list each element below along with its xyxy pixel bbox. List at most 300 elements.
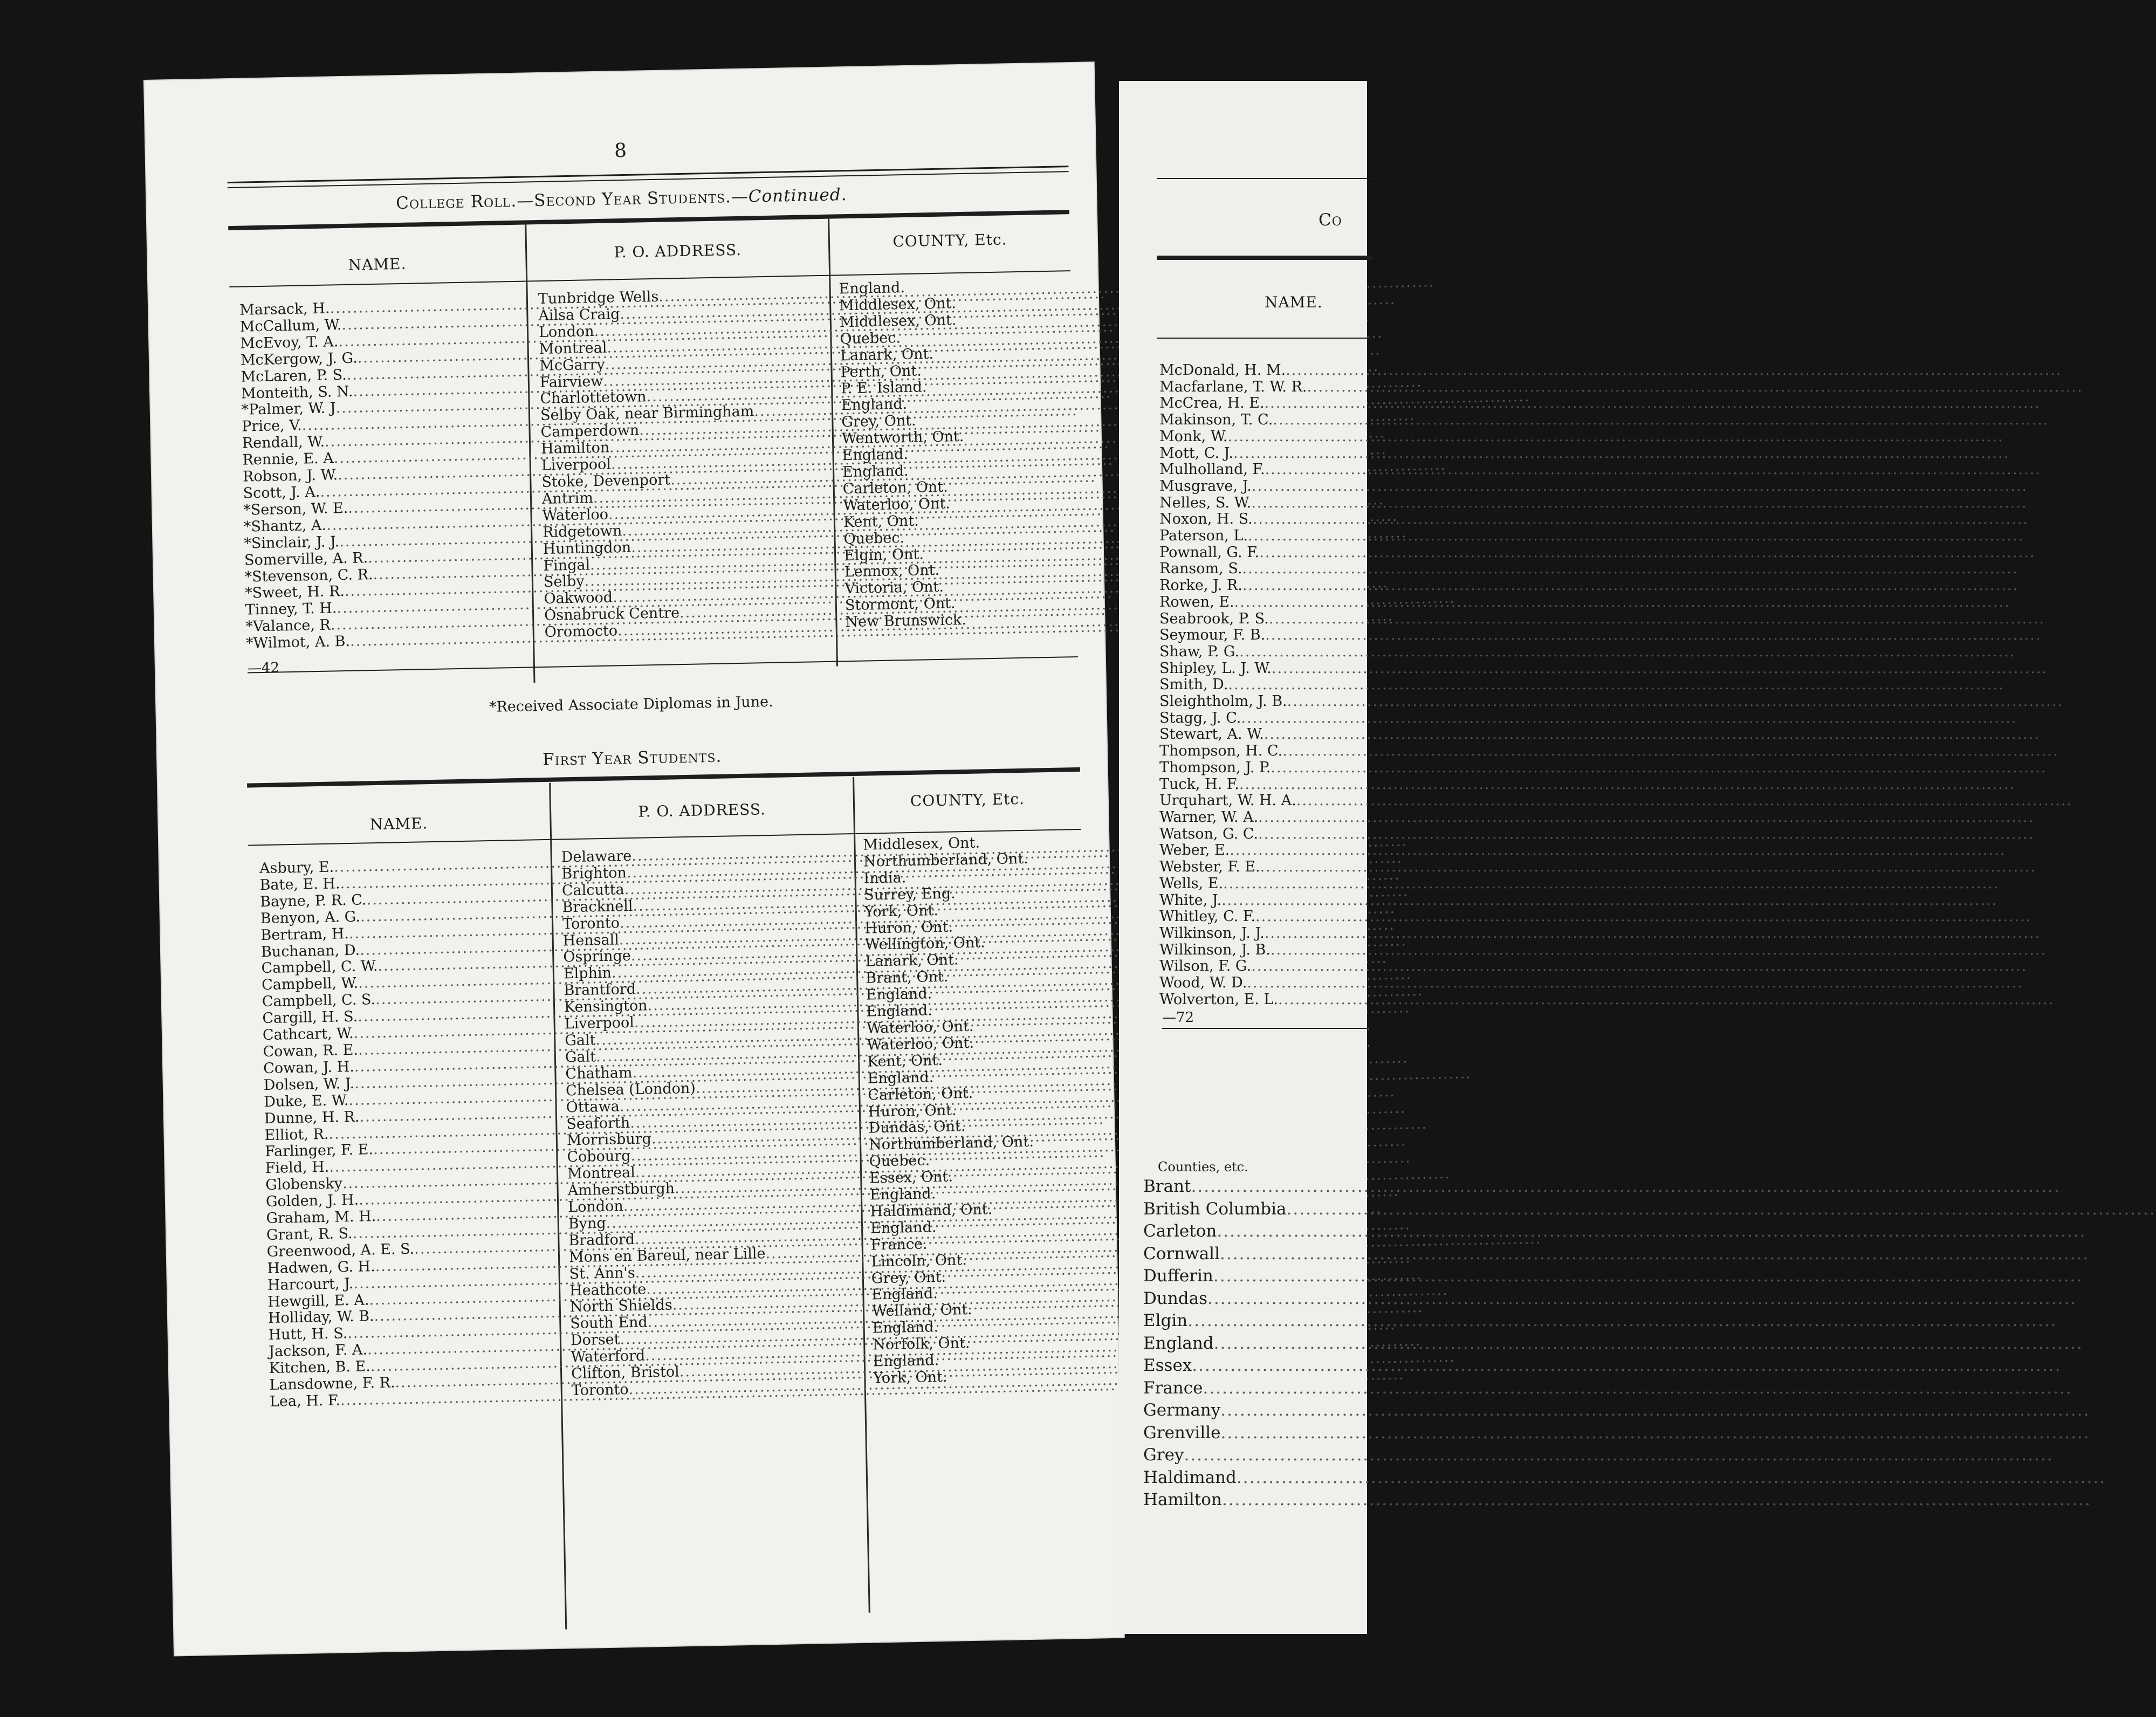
leader-dots bbox=[1237, 1467, 2106, 1489]
student-county-text: Lanark, Ont. bbox=[840, 345, 934, 364]
student-name-text: Globensky bbox=[265, 1175, 343, 1194]
student-name-text: Campbell, W. bbox=[261, 975, 359, 994]
student-address-text: Morrisburg bbox=[566, 1130, 652, 1149]
student-name-text: Wilkinson, J. J. bbox=[1159, 924, 1265, 942]
student-name-text: Lea, H. F. bbox=[269, 1392, 341, 1410]
student-county-text: Kent, Ont. bbox=[843, 512, 919, 531]
student-address-text: Waterloo bbox=[542, 506, 609, 524]
county-entry-text: Cornwall bbox=[1143, 1244, 1220, 1263]
student-name-text: Elliot, R. bbox=[264, 1125, 329, 1144]
student-county-text: Wellington, Ont. bbox=[864, 934, 986, 954]
right-title-fragment: Co bbox=[1319, 210, 1342, 230]
student-name-text: *Valance, R bbox=[245, 616, 331, 635]
leader-dots bbox=[1258, 826, 2034, 843]
county-entry bbox=[1143, 1310, 1348, 1333]
student-address-text: Ospringe bbox=[563, 947, 631, 966]
student-name bbox=[1159, 545, 1354, 561]
student-name-text: Weber, E. bbox=[1159, 842, 1230, 859]
leader-dots bbox=[1239, 777, 2015, 793]
first-year-header-name: NAME. bbox=[369, 814, 428, 834]
student-address-text: Brighton bbox=[561, 864, 627, 883]
student-name-text: Harcourt, J. bbox=[267, 1275, 354, 1294]
student-county-text: York, Ont. bbox=[873, 1368, 947, 1387]
student-address-text: Ailsa Craig bbox=[538, 306, 620, 324]
student-name-text: Marsack, H. bbox=[239, 300, 330, 319]
student-name-text: Webster, F. E. bbox=[1159, 858, 1260, 876]
student-county-text: Grey, Ont. bbox=[871, 1268, 946, 1287]
student-address-text: Liverpool bbox=[541, 456, 612, 475]
leader-dots bbox=[1251, 958, 2027, 975]
student-address-text: Chelsea (London) bbox=[565, 1080, 696, 1100]
student-name-text: Duke, E. W. bbox=[264, 1091, 349, 1110]
student-county-text: Middlesex, Ont. bbox=[863, 834, 980, 854]
student-address-text: Selby Oak, near Birmingham bbox=[540, 403, 754, 424]
student-address-text: South End bbox=[570, 1314, 648, 1333]
student-name-text: Kitchen, B. E. bbox=[269, 1358, 371, 1377]
student-address-text: Huntingdon bbox=[543, 539, 631, 558]
student-address-text: Liverpool bbox=[564, 1014, 635, 1033]
student-name-text: Tuck, H. F. bbox=[1159, 775, 1239, 793]
counties-list bbox=[1143, 1176, 1348, 1512]
county-entry-text: Haldimand bbox=[1143, 1467, 1237, 1487]
leader-dots bbox=[1187, 1310, 2057, 1333]
county-entry bbox=[1143, 1198, 1348, 1221]
student-county-text: Norfolk, Ont. bbox=[872, 1335, 970, 1354]
county-entry bbox=[1143, 1243, 1348, 1266]
leader-dots bbox=[1259, 545, 2035, 561]
leader-dots bbox=[1192, 1355, 2061, 1377]
county-entry-text: Essex bbox=[1143, 1356, 1192, 1375]
student-name-text: *Serson, W. E. bbox=[243, 499, 348, 519]
student-county-text: Middlesex, Ont. bbox=[839, 311, 957, 331]
student-name-text: Monteith, S. N. bbox=[241, 383, 353, 402]
county-entry-text: Grenville bbox=[1143, 1423, 1221, 1443]
student-name bbox=[1159, 395, 1354, 412]
county-entry bbox=[1143, 1444, 1348, 1467]
student-name-text: Thompson, J. P. bbox=[1159, 759, 1271, 776]
leader-dots bbox=[1282, 743, 2058, 760]
leader-dots bbox=[1251, 495, 2027, 512]
student-name bbox=[1159, 462, 1354, 478]
student-address-text: London bbox=[567, 1198, 624, 1216]
student-name bbox=[1159, 693, 1354, 710]
student-name bbox=[1159, 942, 1354, 959]
student-name-text: Watson, G. C. bbox=[1159, 825, 1259, 842]
leader-dots bbox=[1247, 975, 2023, 992]
first-year-county-column bbox=[863, 833, 1092, 1387]
leader-dots bbox=[1307, 379, 2083, 396]
student-county-text: England. bbox=[869, 1185, 936, 1204]
student-name-text: Robson, J. W. bbox=[242, 466, 338, 485]
student-name bbox=[1159, 445, 1354, 462]
county-entry bbox=[1143, 1489, 1348, 1512]
student-name-text: *Palmer, W. J bbox=[241, 400, 336, 419]
student-name-text: McKergow, J. G. bbox=[240, 349, 358, 369]
student-name bbox=[1159, 793, 1354, 809]
student-name-text: McDonald, H. M. bbox=[1159, 362, 1286, 379]
student-county-text: Victoria, Ont. bbox=[844, 579, 944, 597]
table-bottom-rule bbox=[247, 656, 1078, 677]
second-year-title: College Roll.—Second Year Students.—Continued. bbox=[395, 185, 847, 214]
student-county-text: Perth, Ont. bbox=[840, 362, 922, 381]
second-year-address-column bbox=[538, 286, 828, 641]
student-name-text: *Sweet, H. R. bbox=[244, 583, 345, 602]
student-name-text: Monk, W. bbox=[1159, 428, 1228, 445]
student-name bbox=[1159, 909, 1354, 925]
student-address-text: Selby bbox=[543, 573, 585, 591]
student-county-text: New Brunswick. bbox=[845, 612, 967, 631]
student-name-text: Wells, E. bbox=[1159, 875, 1224, 892]
student-name-text: Musgrave, J. bbox=[1159, 477, 1252, 495]
county-entry-text: Elgin bbox=[1143, 1311, 1188, 1330]
county-entry bbox=[1143, 1422, 1348, 1445]
student-name-text: Price, V. bbox=[242, 417, 302, 435]
student-name-text: Urquhart, W. H. A. bbox=[1159, 792, 1296, 809]
student-name-text: *Wilmot, A. B. bbox=[245, 633, 351, 652]
leader-dots bbox=[1239, 644, 2015, 661]
student-county-text: Waterloo, Ont. bbox=[866, 1018, 974, 1037]
student-address-text: Osnabruck Centre bbox=[544, 605, 680, 624]
leader-dots bbox=[1265, 627, 2041, 644]
leader-dots bbox=[1242, 561, 2018, 578]
student-address-text: Fairview bbox=[539, 373, 603, 391]
student-address-text: Elphin bbox=[563, 965, 612, 983]
county-entry bbox=[1143, 1220, 1348, 1243]
student-name-text: Cathcart, W. bbox=[262, 1025, 354, 1044]
student-county-text: France. bbox=[870, 1235, 928, 1254]
right-table-rule bbox=[1157, 256, 1372, 260]
leader-dots bbox=[1230, 842, 2006, 859]
student-address-text: Byng bbox=[568, 1214, 606, 1233]
student-name-text: Holliday, W. B. bbox=[267, 1308, 374, 1327]
leader-dots bbox=[1203, 1377, 2072, 1400]
header-rule bbox=[1157, 338, 1372, 339]
student-name-text: Paterson, L. bbox=[1159, 527, 1248, 545]
leader-dots bbox=[1222, 1489, 2091, 1512]
student-name-text: Cargill, H. S. bbox=[262, 1008, 358, 1027]
leader-dots bbox=[1265, 395, 2041, 412]
student-name-text: *Sinclair, J. J. bbox=[244, 533, 340, 552]
student-name-text: Pownall, G. F. bbox=[1159, 544, 1260, 561]
student-name-text: Bertram, H. bbox=[260, 925, 349, 944]
student-address-text: Hensall bbox=[562, 931, 620, 949]
student-name-text: Golden, J. H. bbox=[265, 1191, 359, 1211]
student-name-text: Buchanan, D. bbox=[260, 942, 360, 960]
student-county-text: England. bbox=[867, 1068, 934, 1087]
student-county-text: England. bbox=[839, 279, 905, 298]
county-entry bbox=[1143, 1333, 1348, 1355]
student-name-text: Wilson, F. G. bbox=[1159, 958, 1252, 975]
leader-dots bbox=[1253, 511, 2029, 528]
county-entry-text: Carleton bbox=[1143, 1221, 1217, 1241]
student-address-text: North Shields bbox=[569, 1297, 672, 1316]
student-name bbox=[1159, 495, 1354, 512]
leader-dots bbox=[1220, 1243, 2089, 1266]
student-county-text: Kent, Ont. bbox=[867, 1052, 943, 1070]
left-page bbox=[145, 63, 1124, 1655]
student-name bbox=[1159, 876, 1354, 892]
student-county-text: P. E. Island. bbox=[840, 379, 927, 397]
leader-dots bbox=[1228, 677, 2004, 693]
student-name-text: Somerville, A. R. bbox=[244, 549, 368, 569]
student-name-text: Mulholland, F. bbox=[1159, 461, 1265, 478]
county-entry-text: Grey bbox=[1143, 1445, 1184, 1465]
student-name-text: Grant, R. S. bbox=[266, 1225, 353, 1244]
first-year-title: First Year Students. bbox=[542, 746, 722, 770]
student-address-text: Hamilton bbox=[540, 439, 610, 458]
leader-dots bbox=[1191, 1176, 2061, 1198]
county-entry-text: Dufferin bbox=[1143, 1266, 1213, 1286]
counties-label: Counties, etc. bbox=[1158, 1159, 1248, 1175]
student-address-text: Galt bbox=[565, 1048, 596, 1066]
student-address-text: Cobourg bbox=[567, 1148, 631, 1166]
footnote: *Received Associate Diplomas in June. bbox=[489, 693, 773, 716]
second-year-header-county: COUNTY, Etc. bbox=[892, 230, 1007, 251]
county-entry bbox=[1143, 1467, 1348, 1489]
student-name-text: Jackson, F. A. bbox=[268, 1341, 368, 1361]
first-year-name-column bbox=[259, 855, 555, 1411]
leader-dots bbox=[1242, 578, 2018, 594]
student-name-text: Whitley, C. F. bbox=[1159, 908, 1256, 925]
leader-dots bbox=[1234, 594, 2010, 611]
county-entry bbox=[1143, 1377, 1348, 1400]
leader-dots bbox=[1258, 809, 2034, 826]
leader-dots bbox=[1286, 362, 2062, 379]
leader-dots bbox=[1221, 1422, 2090, 1445]
leader-dots bbox=[1269, 611, 2045, 628]
student-address-text: Waterford bbox=[571, 1347, 646, 1366]
second-year-header-address: P. O. ADDRESS. bbox=[614, 241, 742, 262]
student-name-text: Mott, C. J. bbox=[1159, 444, 1233, 462]
student-name-text: Thompson, H. C. bbox=[1159, 743, 1283, 760]
student-address-text: Amherstburgh bbox=[567, 1180, 675, 1199]
student-name-text: Field, H. bbox=[265, 1159, 329, 1177]
student-county-text: Waterloo, Ont. bbox=[867, 1034, 974, 1054]
student-county-text: Middlesex, Ont. bbox=[839, 295, 957, 314]
county-entry bbox=[1143, 1355, 1348, 1377]
leader-dots bbox=[1287, 693, 2063, 710]
student-address-text: Toronto bbox=[571, 1381, 629, 1399]
leader-dots bbox=[1184, 1444, 2053, 1467]
leader-dots bbox=[1221, 892, 1997, 909]
leader-dots bbox=[1264, 726, 2040, 743]
county-entry-text: Germany bbox=[1143, 1400, 1221, 1420]
student-name bbox=[1159, 710, 1354, 727]
student-name-text: Tinney, T. H. bbox=[245, 600, 337, 619]
student-name-text: McCrea, H. E. bbox=[1159, 395, 1265, 412]
student-county-text: England. bbox=[866, 985, 932, 1004]
student-address-text: Toronto bbox=[562, 915, 620, 933]
leader-dots bbox=[1217, 1220, 2086, 1243]
student-county-text: Huron, Ont. bbox=[868, 1101, 957, 1121]
student-county-text: Dundas, Ont. bbox=[868, 1118, 966, 1137]
student-county-text: England. bbox=[873, 1352, 939, 1370]
county-entry-text: Brant bbox=[1143, 1177, 1191, 1196]
student-county-text: Quebec. bbox=[840, 329, 901, 348]
student-name-text: *Shantz, A. bbox=[243, 517, 327, 535]
county-entry-text: Dundas bbox=[1143, 1288, 1208, 1308]
student-county-text: England. bbox=[842, 446, 909, 464]
student-county-text: Quebec. bbox=[843, 529, 905, 547]
student-address-text: Brantford bbox=[564, 981, 636, 999]
student-county-text: Haldimand, Ont. bbox=[870, 1201, 993, 1220]
student-name-text: Dolsen, W. J. bbox=[263, 1075, 355, 1094]
student-county-text: Elgin, Ont. bbox=[843, 545, 924, 564]
county-entry bbox=[1143, 1176, 1348, 1198]
student-county-text: Lincoln, Ont. bbox=[870, 1251, 967, 1270]
student-county-text: Brant, Ont. bbox=[865, 968, 949, 987]
student-name-text: Hadwen, G. H. bbox=[267, 1258, 376, 1277]
student-name-text: Hewgill, E. A. bbox=[267, 1291, 369, 1310]
student-name-text: Nelles, S. W. bbox=[1159, 494, 1252, 511]
leader-dots bbox=[1233, 445, 2009, 462]
student-county-text: Carleton, Ont. bbox=[868, 1084, 973, 1104]
leader-dots bbox=[1223, 876, 1999, 892]
student-name-text: Macfarlane, T. W. R. bbox=[1159, 378, 1307, 395]
second-year-count: —42 bbox=[247, 660, 280, 677]
student-name-text: Farlinger, F. E. bbox=[264, 1141, 374, 1160]
student-name-text: Hutt, H. S. bbox=[268, 1325, 348, 1344]
student-name bbox=[1159, 925, 1354, 942]
student-name bbox=[1159, 429, 1354, 445]
student-name-text: Rendall, W. bbox=[242, 433, 325, 452]
student-address-text: Mons en Bareul, near Lille bbox=[568, 1245, 766, 1266]
leader-dots bbox=[1241, 710, 2017, 727]
first-year-header-address: P. O. ADDRESS. bbox=[638, 800, 766, 821]
student-county-text: Quebec. bbox=[869, 1152, 930, 1170]
student-name-text: Stewart, A. W. bbox=[1159, 726, 1264, 743]
student-county-text: India. bbox=[863, 869, 907, 887]
student-address-text: Bracknell bbox=[562, 897, 633, 916]
student-name bbox=[1159, 992, 1354, 1008]
student-address-text: Tunbridge Wells bbox=[538, 288, 659, 308]
student-address-text: Montreal bbox=[539, 339, 607, 358]
student-address-text: Delaware bbox=[561, 847, 632, 866]
student-name bbox=[1159, 760, 1354, 777]
student-name bbox=[1159, 362, 1354, 379]
student-name-text: Scott, J. A. bbox=[243, 483, 320, 502]
student-name-text: Sleightholm, J. B. bbox=[1159, 693, 1287, 710]
leader-dots bbox=[1213, 1265, 2083, 1288]
student-name-text: Makinson, T. C. bbox=[1159, 411, 1273, 429]
student-name-text: Graham, M. H. bbox=[266, 1208, 376, 1227]
leader-dots bbox=[1252, 478, 2028, 495]
student-address-text: Seaforth bbox=[566, 1114, 630, 1132]
student-name-text: Asbury, E. bbox=[259, 858, 334, 877]
student-county-text: England. bbox=[870, 1219, 937, 1237]
student-address-text: Antrim bbox=[541, 490, 594, 507]
student-address-text: Galt bbox=[565, 1032, 596, 1049]
student-address-text: Fingal bbox=[543, 556, 591, 574]
student-name bbox=[1159, 958, 1354, 975]
student-name-text: Wood, W. D. bbox=[1159, 974, 1247, 992]
student-name-text: McCallum, W. bbox=[239, 316, 342, 335]
leader-dots bbox=[1287, 1198, 2156, 1221]
second-year-name-column bbox=[239, 297, 526, 653]
student-name-text: White, J. bbox=[1159, 891, 1222, 909]
student-address-text: Kensington bbox=[564, 997, 648, 1016]
right-page bbox=[1119, 81, 1367, 1634]
county-entry-text: France bbox=[1143, 1378, 1203, 1398]
county-entry-text: British Columbia bbox=[1143, 1199, 1287, 1219]
right-name-column bbox=[1159, 362, 1354, 1008]
student-name-text: Benyon, A. G. bbox=[260, 908, 361, 927]
leader-dots bbox=[1260, 859, 2036, 876]
leader-dots bbox=[1265, 925, 2041, 942]
second-year-header-name: NAME. bbox=[348, 255, 407, 274]
student-county-text: Northumberland, Ont. bbox=[863, 850, 1029, 870]
leader-dots bbox=[1273, 412, 2049, 429]
county-entry-text: England bbox=[1143, 1333, 1214, 1353]
student-address-text: St. Ann's bbox=[569, 1264, 635, 1282]
student-name bbox=[1159, 412, 1354, 429]
leader-dots bbox=[1271, 942, 2047, 959]
student-county-text: England. bbox=[872, 1318, 939, 1337]
student-county-text: England. bbox=[871, 1285, 938, 1303]
student-county-text: Stormont, Ont. bbox=[844, 595, 956, 614]
table-bottom-rule bbox=[1162, 1028, 1367, 1029]
student-name-text: Stagg, J. C. bbox=[1159, 709, 1241, 726]
student-address-text: Dorset bbox=[570, 1331, 620, 1349]
student-name-text: Cowan, R. E. bbox=[263, 1041, 359, 1061]
student-name bbox=[1159, 777, 1354, 793]
student-address-text: Chatham bbox=[565, 1064, 633, 1083]
student-name-text: Shipley, L. J. W. bbox=[1159, 660, 1272, 677]
student-address-text: Heathcote bbox=[569, 1281, 647, 1299]
right-header-name: NAME. bbox=[1265, 293, 1323, 311]
student-name-text: Warner, W. A. bbox=[1159, 808, 1259, 826]
leader-dots bbox=[1227, 429, 2003, 445]
student-address-text: Calcutta bbox=[561, 881, 624, 899]
student-name bbox=[1159, 627, 1354, 644]
student-name-text: Smith, D. bbox=[1159, 676, 1228, 693]
student-address-text: Clifton, Bristol bbox=[571, 1363, 680, 1383]
student-name bbox=[1159, 859, 1354, 876]
student-name-text: Seymour, F. B. bbox=[1159, 627, 1266, 644]
student-name-text: Ransom, S. bbox=[1159, 560, 1242, 578]
county-entry bbox=[1143, 1399, 1348, 1422]
student-address-text: Oakwood bbox=[544, 589, 613, 608]
student-address-text: Camperdown bbox=[540, 422, 640, 441]
student-address-text: Bradford bbox=[568, 1231, 635, 1249]
leader-dots bbox=[1248, 528, 2024, 545]
student-county-text: Northumberland, Ont. bbox=[868, 1134, 1034, 1153]
student-county-text: Waterloo, Ont. bbox=[843, 495, 951, 514]
student-name bbox=[1159, 892, 1354, 909]
second-year-county-column bbox=[839, 277, 1077, 631]
student-name-text: Noxon, H. S. bbox=[1159, 511, 1253, 528]
student-county-text: Surrey, Eng. bbox=[863, 885, 956, 904]
student-name-text: Rennie, E. A bbox=[242, 450, 334, 469]
student-name-text: Wilkinson, J. B. bbox=[1159, 941, 1271, 958]
student-name-text: Greenwood, A. E. S. bbox=[266, 1240, 415, 1260]
student-county-text: Huron, Ont. bbox=[864, 918, 953, 937]
leader-dots bbox=[1207, 1288, 2077, 1310]
student-name-text: McLaren, P. S. bbox=[241, 366, 347, 386]
leader-dots bbox=[1220, 1399, 2090, 1422]
student-name bbox=[1159, 743, 1354, 760]
student-name-text: Campbell, C. W. bbox=[261, 958, 378, 977]
student-name-text: Dunne, H. R. bbox=[264, 1108, 360, 1127]
student-name bbox=[1159, 809, 1354, 826]
student-name bbox=[1159, 726, 1354, 743]
right-count: —72 bbox=[1162, 1009, 1194, 1026]
student-name bbox=[1159, 842, 1354, 859]
student-name bbox=[1159, 594, 1354, 611]
student-name-text: Seabrook, P. S. bbox=[1159, 610, 1269, 627]
student-name bbox=[1159, 561, 1354, 578]
student-address-text: Ottawa bbox=[566, 1098, 620, 1116]
